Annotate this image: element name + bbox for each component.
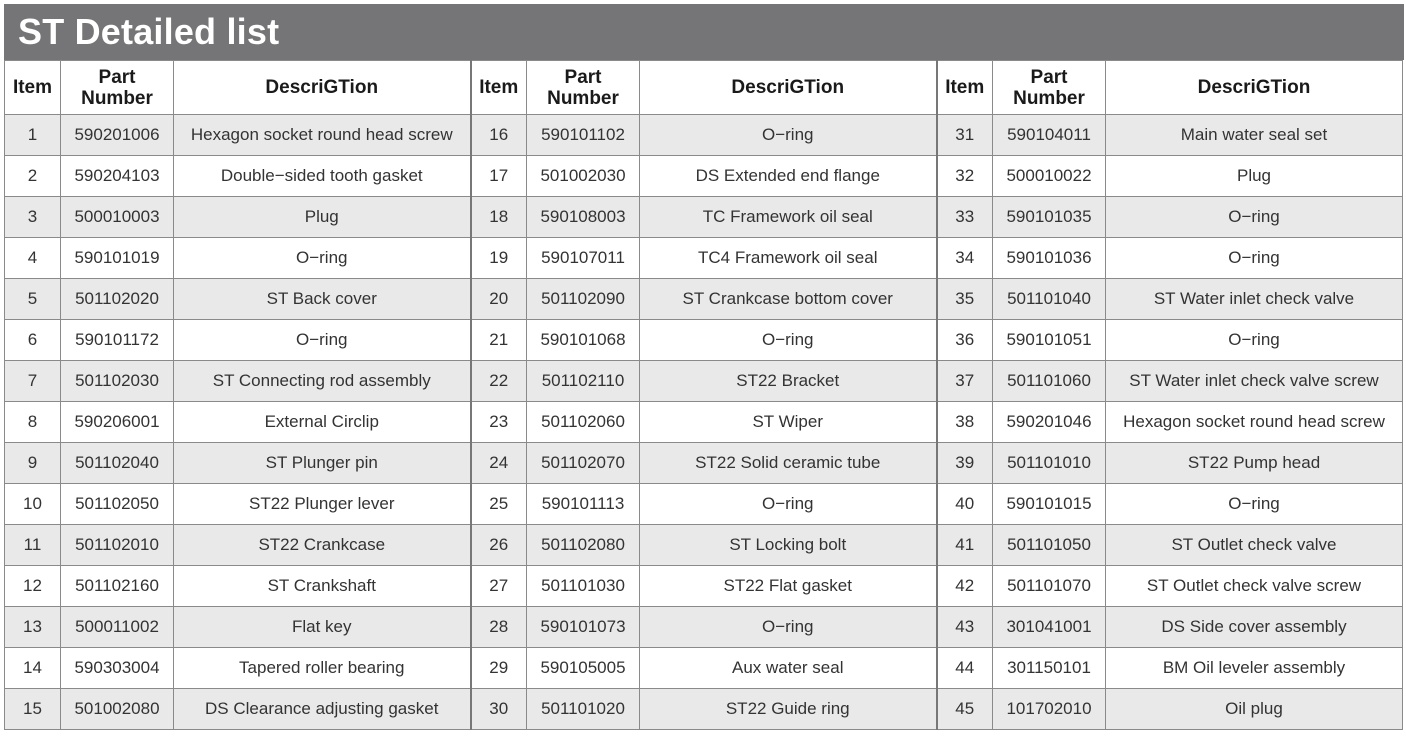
header-item: Item: [471, 61, 527, 115]
description-cell: ST22 Bracket: [640, 361, 937, 402]
header-part-line1: Part: [98, 66, 136, 88]
part-number-cell: 500011002: [61, 607, 174, 648]
parts-table: [4, 60, 1403, 730]
part-number-cell: 501102010: [61, 525, 174, 566]
item-cell: 39: [937, 443, 993, 484]
table-row: [5, 197, 1403, 238]
part-number-cell: 590201006: [61, 115, 174, 156]
table-row: [5, 156, 1403, 197]
item-cell: 16: [471, 115, 527, 156]
description-cell: External Circlip: [174, 402, 471, 443]
part-number-cell: 501101020: [527, 689, 640, 730]
item-cell: 38: [937, 402, 993, 443]
description-cell: ST Crankcase bottom cover: [640, 279, 937, 320]
item-cell: 27: [471, 566, 527, 607]
item-cell: 23: [471, 402, 527, 443]
description-cell: TC4 Framework oil seal: [640, 238, 937, 279]
item-cell: 9: [5, 443, 61, 484]
table-row: [5, 484, 1403, 525]
table-row: [5, 238, 1403, 279]
item-cell: 25: [471, 484, 527, 525]
item-cell: 32: [937, 156, 993, 197]
header-description: DescriGTion: [174, 61, 471, 115]
part-number-cell: 590101036: [993, 238, 1106, 279]
description-cell: DS Clearance adjusting gasket: [174, 689, 471, 730]
part-number-cell: 500010003: [61, 197, 174, 238]
part-number-cell: 590101019: [61, 238, 174, 279]
table-row: [5, 648, 1403, 689]
item-cell: 5: [5, 279, 61, 320]
part-number-cell: 501101060: [993, 361, 1106, 402]
part-number-cell: 301150101: [993, 648, 1106, 689]
description-cell: ST22 Crankcase: [174, 525, 471, 566]
description-cell: ST Connecting rod assembly: [174, 361, 471, 402]
description-cell: DS Extended end flange: [640, 156, 937, 197]
part-number-cell: 590101172: [61, 320, 174, 361]
item-cell: 44: [937, 648, 993, 689]
description-cell: DS Side cover assembly: [1106, 607, 1403, 648]
header-part-line2: Number: [81, 87, 153, 109]
description-cell: O−ring: [1106, 320, 1403, 361]
item-cell: 1: [5, 115, 61, 156]
description-cell: O−ring: [640, 607, 937, 648]
description-cell: O−ring: [640, 484, 937, 525]
part-number-cell: 501101040: [993, 279, 1106, 320]
item-cell: 22: [471, 361, 527, 402]
item-cell: 2: [5, 156, 61, 197]
part-number-cell: 590101015: [993, 484, 1106, 525]
part-number-cell: 501102030: [61, 361, 174, 402]
item-cell: 21: [471, 320, 527, 361]
part-number-cell: 590101073: [527, 607, 640, 648]
part-number-cell: 590104011: [993, 115, 1106, 156]
item-cell: 24: [471, 443, 527, 484]
description-cell: ST22 Flat gasket: [640, 566, 937, 607]
table-body: [5, 115, 1403, 730]
item-cell: 40: [937, 484, 993, 525]
part-number-cell: 501102050: [61, 484, 174, 525]
description-cell: O−ring: [640, 320, 937, 361]
item-cell: 34: [937, 238, 993, 279]
table-row: [5, 279, 1403, 320]
description-cell: Plug: [174, 197, 471, 238]
part-number-cell: 501002080: [61, 689, 174, 730]
part-number-cell: 590101035: [993, 197, 1106, 238]
header-description: DescriGTion: [1106, 61, 1403, 115]
part-number-cell: 500010022: [993, 156, 1106, 197]
part-number-cell: 501102080: [527, 525, 640, 566]
description-cell: Flat key: [174, 607, 471, 648]
description-cell: BM Oil leveler assembly: [1106, 648, 1403, 689]
description-cell: O−ring: [1106, 238, 1403, 279]
item-cell: 26: [471, 525, 527, 566]
item-cell: 10: [5, 484, 61, 525]
page-title: ST Detailed list: [18, 11, 280, 52]
table-row: [5, 525, 1403, 566]
part-number-cell: 590101102: [527, 115, 640, 156]
header-part-number: [527, 61, 640, 115]
part-number-cell: 590108003: [527, 197, 640, 238]
item-cell: 41: [937, 525, 993, 566]
item-cell: 15: [5, 689, 61, 730]
description-cell: O−ring: [174, 320, 471, 361]
description-cell: Tapered roller bearing: [174, 648, 471, 689]
description-cell: Oil plug: [1106, 689, 1403, 730]
header-item: Item: [937, 61, 993, 115]
description-cell: Double−sided tooth gasket: [174, 156, 471, 197]
part-number-cell: 501002030: [527, 156, 640, 197]
description-cell: ST22 Plunger lever: [174, 484, 471, 525]
item-cell: 6: [5, 320, 61, 361]
item-cell: 42: [937, 566, 993, 607]
description-cell: TC Framework oil seal: [640, 197, 937, 238]
table-row: [5, 607, 1403, 648]
part-number-cell: 501102090: [527, 279, 640, 320]
item-cell: 35: [937, 279, 993, 320]
header-part-line1: Part: [1030, 66, 1068, 88]
title-bar: [4, 4, 1404, 60]
item-cell: 14: [5, 648, 61, 689]
description-cell: ST22 Guide ring: [640, 689, 937, 730]
table-row: [5, 115, 1403, 156]
part-number-cell: 590201046: [993, 402, 1106, 443]
table-row: [5, 320, 1403, 361]
table-row: [5, 361, 1403, 402]
description-cell: O−ring: [1106, 484, 1403, 525]
header-part-number: [61, 61, 174, 115]
item-cell: 11: [5, 525, 61, 566]
part-number-cell: 501101010: [993, 443, 1106, 484]
description-cell: ST Water inlet check valve screw: [1106, 361, 1403, 402]
description-cell: ST Crankshaft: [174, 566, 471, 607]
part-number-cell: 590101068: [527, 320, 640, 361]
part-number-cell: 501101030: [527, 566, 640, 607]
description-cell: Main water seal set: [1106, 115, 1403, 156]
table-row: [5, 566, 1403, 607]
item-cell: 28: [471, 607, 527, 648]
table-row: [5, 402, 1403, 443]
part-number-cell: 501102040: [61, 443, 174, 484]
description-cell: ST Wiper: [640, 402, 937, 443]
item-cell: 45: [937, 689, 993, 730]
description-cell: Hexagon socket round head screw: [174, 115, 471, 156]
description-cell: ST Water inlet check valve: [1106, 279, 1403, 320]
table-row: [5, 443, 1403, 484]
item-cell: 18: [471, 197, 527, 238]
description-cell: Hexagon socket round head screw: [1106, 402, 1403, 443]
part-number-cell: 590206001: [61, 402, 174, 443]
item-cell: 30: [471, 689, 527, 730]
part-number-cell: 501101050: [993, 525, 1106, 566]
description-cell: O−ring: [640, 115, 937, 156]
description-cell: O−ring: [174, 238, 471, 279]
item-cell: 37: [937, 361, 993, 402]
description-cell: Plug: [1106, 156, 1403, 197]
description-cell: ST Outlet check valve: [1106, 525, 1403, 566]
description-cell: ST Plunger pin: [174, 443, 471, 484]
part-number-cell: 590303004: [61, 648, 174, 689]
header-part-line2: Number: [547, 87, 619, 109]
description-cell: ST22 Pump head: [1106, 443, 1403, 484]
part-number-cell: 501102060: [527, 402, 640, 443]
description-cell: ST22 Solid ceramic tube: [640, 443, 937, 484]
part-number-cell: 501102070: [527, 443, 640, 484]
part-number-cell: 501101070: [993, 566, 1106, 607]
item-cell: 20: [471, 279, 527, 320]
header-description: DescriGTion: [640, 61, 937, 115]
item-cell: 8: [5, 402, 61, 443]
item-cell: 13: [5, 607, 61, 648]
part-number-cell: 501102160: [61, 566, 174, 607]
item-cell: 7: [5, 361, 61, 402]
description-cell: ST Locking bolt: [640, 525, 937, 566]
item-cell: 29: [471, 648, 527, 689]
part-number-cell: 590101051: [993, 320, 1106, 361]
part-number-cell: 590101113: [527, 484, 640, 525]
part-number-cell: 301041001: [993, 607, 1106, 648]
part-number-cell: 590105005: [527, 648, 640, 689]
header-part-line1: Part: [564, 66, 602, 88]
header-row: [5, 61, 1403, 115]
item-cell: 3: [5, 197, 61, 238]
item-cell: 17: [471, 156, 527, 197]
item-cell: 19: [471, 238, 527, 279]
item-cell: 4: [5, 238, 61, 279]
description-cell: ST Back cover: [174, 279, 471, 320]
item-cell: 12: [5, 566, 61, 607]
part-number-cell: 590204103: [61, 156, 174, 197]
header-part-line2: Number: [1013, 87, 1085, 109]
header-part-number: [993, 61, 1106, 115]
part-number-cell: 590107011: [527, 238, 640, 279]
document: [4, 4, 1404, 730]
item-cell: 36: [937, 320, 993, 361]
header-item: Item: [5, 61, 61, 115]
description-cell: O−ring: [1106, 197, 1403, 238]
table-row: [5, 689, 1403, 730]
part-number-cell: 501102110: [527, 361, 640, 402]
item-cell: 31: [937, 115, 993, 156]
part-number-cell: 101702010: [993, 689, 1106, 730]
description-cell: ST Outlet check valve screw: [1106, 566, 1403, 607]
item-cell: 43: [937, 607, 993, 648]
part-number-cell: 501102020: [61, 279, 174, 320]
description-cell: Aux water seal: [640, 648, 937, 689]
item-cell: 33: [937, 197, 993, 238]
